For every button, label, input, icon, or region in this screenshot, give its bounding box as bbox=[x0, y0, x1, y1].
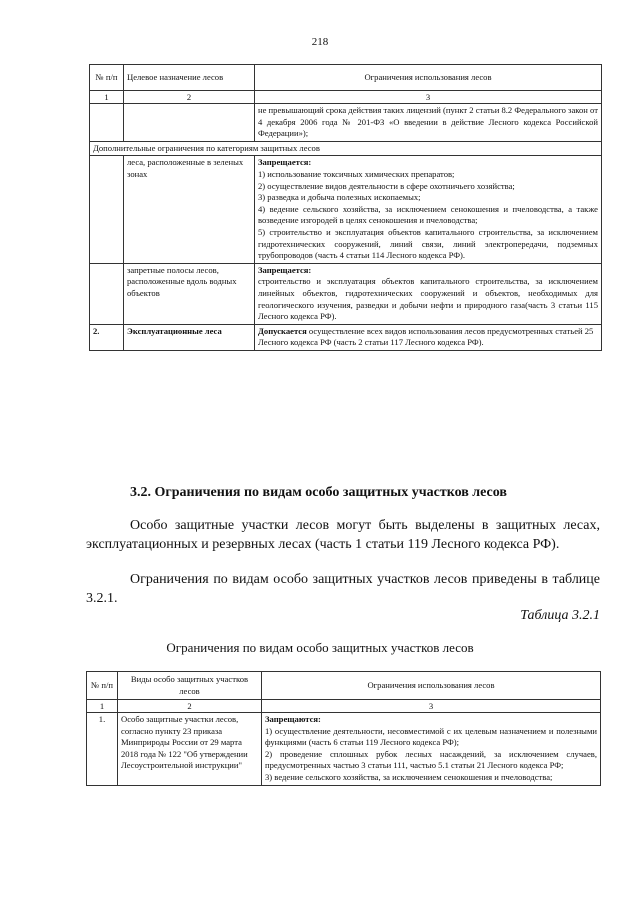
table-header-row bbox=[87, 672, 601, 700]
exploitation-forest-restrictions bbox=[255, 324, 602, 350]
list-item: 3) ведение сельского хозяйства, за исключением сенокошения и пчеловодства; bbox=[265, 771, 553, 782]
header-kind: Виды особо защитных участков лесов bbox=[118, 672, 262, 700]
col-num-1: 1 bbox=[87, 700, 118, 713]
restriction-text: строительство и эксплуатация объектов капитального строительства, за исключением линейных объектов, гидротехнических сооружений и объектов, необходимых для геологического изучения, разведки и добычи нефти и природного газа(часть 3 статьи 115 Лесного кодекса РФ). bbox=[258, 276, 598, 322]
row-number: 2. bbox=[90, 324, 124, 350]
list-item: 3) разведка и добыча полезных ископаемых; bbox=[258, 192, 421, 203]
empty-cell bbox=[124, 104, 255, 142]
table-row bbox=[90, 104, 602, 142]
protected-area-restrictions bbox=[262, 713, 601, 786]
header-restrictions: Ограничения использования лесов bbox=[262, 672, 601, 700]
protected-areas-restrictions-table bbox=[86, 671, 601, 786]
allowed-lead: Допускается bbox=[258, 325, 307, 336]
table-row bbox=[90, 324, 602, 350]
header-num: № п/п bbox=[90, 65, 124, 91]
additional-restrictions-row: Дополнительные ограничения по категориям защитных лесов bbox=[90, 141, 602, 156]
col-num-1: 1 bbox=[90, 91, 124, 104]
continuation-text: не превышающий срока действия таких лицензий (пункт 2 статьи 8.2 Федерального закон от 4 декабря 2006 года № 201-ФЗ «О введении в действие Лесного кодекса Российской Федерации»); bbox=[255, 104, 602, 142]
header-restrictions: Ограничения использования лесов bbox=[255, 65, 602, 91]
table-row bbox=[90, 141, 602, 156]
water-zone-restrictions bbox=[255, 263, 602, 324]
list-item: 5) строительство и эксплуатация объектов капитального строительства, за исключением гидротехнических сооружений, линий связи, линий электропередачи, подземных трубопроводов (часть 4 статьи 114 Лесного кодекса РФ). bbox=[258, 226, 598, 261]
list-item: 4) ведение сельского хозяйства, за исключением сенокошения и пчеловодства, а также возведение изгородей в целях сенокошения и пчеловодства; bbox=[258, 203, 598, 226]
empty-cell bbox=[90, 263, 124, 324]
page-number: 218 bbox=[311, 36, 329, 48]
table-row bbox=[87, 713, 601, 786]
table-row bbox=[90, 263, 602, 324]
prohibited-heading: Запрещается: bbox=[258, 157, 312, 168]
paragraph-2: Ограничения по видам особо защитных участков лесов приведены в таблице 3.2.1. bbox=[86, 572, 600, 606]
table-title: Ограничения по видам особо защитных участков лесов bbox=[166, 640, 474, 655]
prohibited-heading: Запрещается: bbox=[258, 264, 312, 275]
table-reference: Таблица 3.2.1 bbox=[520, 608, 600, 623]
table-header-row bbox=[90, 65, 602, 91]
column-number-row bbox=[90, 91, 602, 104]
column-number-row bbox=[87, 700, 601, 713]
list-item: 1) использование токсичных химических препаратов; bbox=[258, 168, 455, 179]
list-item: 2) осуществление видов деятельности в сфере охотничьего хозяйства; bbox=[258, 180, 515, 191]
green-zone-restrictions bbox=[255, 156, 602, 263]
row-number: 1. bbox=[87, 713, 118, 786]
protected-area-kind: Особо защитные участки лесов, согласно пункту 23 приказа Минприроды России от 29 марта 2018 года № 122 "Об утверждении Лесоустроительной инструкции" bbox=[118, 713, 262, 786]
list-item: 1) осуществление деятельности, несовместимой с их целевым назначением и полезными функциями (часть 6 статьи 119 Лесного кодекса РФ); bbox=[265, 725, 597, 748]
forest-purpose-restrictions-table bbox=[89, 64, 602, 351]
col-num-2: 2 bbox=[124, 91, 255, 104]
list-item: 2) проведение сплошных рубок лесных насаждений, за исключением случаев, предусмотренных частью 3 статьи 111, частью 5.1 статьи 21 Лесного кодекса РФ; bbox=[265, 748, 597, 771]
water-zone-purpose: запретные полосы лесов, расположенные вдоль водных объектов bbox=[124, 263, 255, 324]
col-num-3: 3 bbox=[255, 91, 602, 104]
paragraph-1: Особо защитные участки лесов могут быть выделены в защитных лесах, эксплуатационных и резервных лесах (часть 1 статьи 119 Лесного кодекса РФ). bbox=[86, 518, 600, 552]
green-zone-purpose: леса, расположенные в зеленых зонах bbox=[124, 156, 255, 263]
empty-cell bbox=[90, 156, 124, 263]
table-row bbox=[90, 156, 602, 263]
allowed-text: осуществление всех видов использования лесов предусмотренных статьей 25 Лесного кодекса РФ (часть 2 статьи 117 Лесного кодекса РФ). bbox=[258, 325, 594, 348]
prohibited-heading: Запрещаются: bbox=[265, 714, 321, 724]
header-purpose: Целевое назначение лесов bbox=[124, 65, 255, 91]
empty-cell bbox=[90, 104, 124, 142]
exploitation-forest-purpose: Эксплуатационные леса bbox=[124, 324, 255, 350]
header-num: № п/п bbox=[87, 672, 118, 700]
col-num-2: 2 bbox=[118, 700, 262, 713]
section-title: 3.2. Ограничения по видам особо защитных участков лесов bbox=[130, 485, 507, 500]
col-num-3: 3 bbox=[262, 700, 601, 713]
